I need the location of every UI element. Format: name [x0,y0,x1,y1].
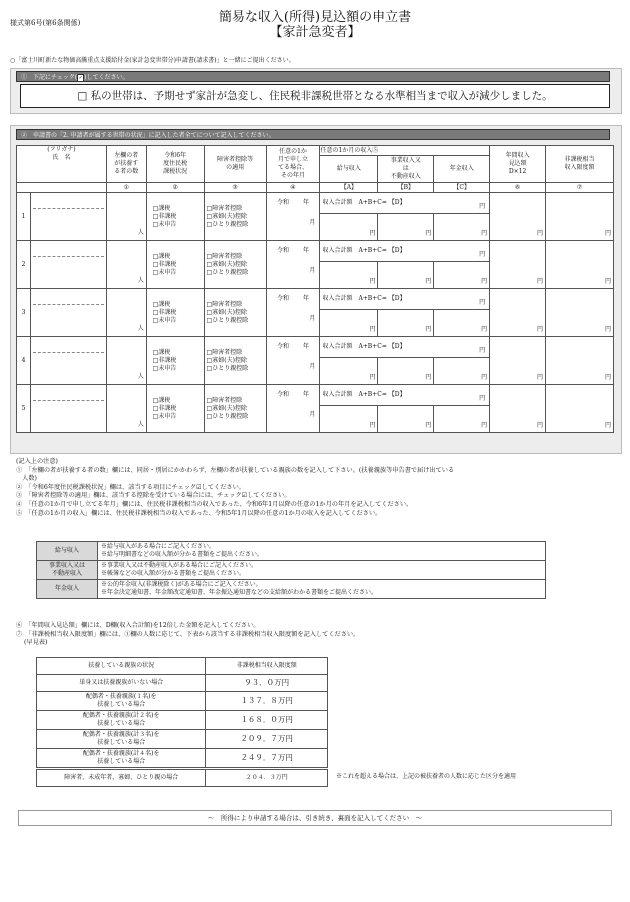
year-label: 年 [302,391,309,398]
yen-unit: 円 [479,395,486,402]
yen-unit: 円 [604,230,611,237]
special-limit-row [37,770,328,787]
person-row [17,241,614,262]
deduction-option[interactable]: □寡婦(夫)控除 [206,356,247,364]
document-description [98,561,546,580]
table-header-row [17,146,614,156]
header-income: 任意の1か月の収入⑤ [320,146,490,156]
name-space [31,401,106,431]
person-name-input[interactable] [30,241,106,289]
page-title [0,10,630,40]
document-line: ※事業収入又は不動産収入がある場合にご記入ください。 [101,562,258,569]
total-income-input[interactable] [320,289,490,310]
table-number-row [17,183,614,193]
note-item: ⑤ 「任意の1か月の収入」欄には、住民税非課税相当の収入であった、令和5年1月以降の任意の1か月の収入を記入してください。 [16,509,382,517]
number-cell: 【C】 [434,183,490,193]
reiwa-year-line [267,295,320,303]
reiwa-year-line [267,391,320,399]
person-name-input[interactable] [30,337,106,385]
business-input[interactable] [378,310,434,337]
limit-amount: ９３．０万円 [206,675,328,692]
total-label: 収入合計額 A+B+C= 【D】 [322,199,406,206]
yen-unit: 円 [537,326,544,333]
salary-input[interactable] [320,358,378,385]
year-label: 年 [302,199,309,206]
deduction-option[interactable]: □寡婦(夫)控除 [206,404,247,412]
person-name-input[interactable] [30,193,106,241]
month-line: 月 [309,219,316,226]
section1-header [16,71,610,82]
note-item-6: ⑥ 「年間収入見込額」欄には、D欄(収入合計額)を12倍した金額を記入してください。 [16,622,260,629]
month-input[interactable] [266,289,320,337]
salary-input[interactable] [320,310,378,337]
business-input[interactable] [378,406,434,433]
furigana-line [33,290,104,305]
tax-status-options[interactable] [146,241,204,289]
row-number: 4 [17,337,31,385]
person-row [17,289,614,310]
pension-input[interactable] [434,406,490,433]
reiwa-label: 令和 [276,295,289,302]
annual-income-input[interactable] [490,193,546,241]
note-item-7: ⑦ 「非課税相当収入限度額」欄には、①欄の人数に応じて、下表から該当する非課税相当収入限度額を記入してください。 [16,630,360,638]
deduction-option[interactable]: □ひとり親控除 [206,220,249,228]
tax-option[interactable]: □非課税 [152,260,177,268]
reiwa-year-line [267,343,320,351]
deduction-option[interactable]: □ひとり親控除 [206,364,249,372]
limit-input[interactable] [546,337,614,385]
deduction-option[interactable]: □障害者控除 [206,396,243,404]
furigana-line [33,242,104,257]
limit-row [37,730,328,749]
special-note: ※これを超える場合は、上記の被扶養者の人数に応じた区分を適用 [336,773,517,780]
household-checkbox-label: □ 私の世帯は、予期せず家計が急変し、住民税非課税世帯となる水準相当まで収入が減少しました。 [77,90,553,102]
yen-unit: 円 [481,230,488,237]
document-row [37,580,546,599]
reiwa-label: 令和 [276,343,289,350]
deduction-options[interactable] [204,193,266,241]
total-income-input[interactable] [320,193,490,214]
number-cell: ④ [266,183,320,193]
tax-status-options[interactable] [146,337,204,385]
tax-option[interactable]: □課税 [152,300,171,308]
dependents-input[interactable] [106,241,146,289]
tax-option[interactable]: □課税 [152,348,171,356]
household-checkbox[interactable] [20,84,610,108]
yen-unit: 円 [604,374,611,381]
furigana-line [33,386,104,401]
total-income-input[interactable] [320,241,490,262]
header-tax-status: 令和6年 度住民税 課税状況 [146,146,204,183]
document-line: ※給与明細書などの収入額が分かる書類をご提出ください。 [101,551,264,558]
deduction-option[interactable]: □ひとり親控除 [206,316,249,324]
section1-head-suffix: )してください。 [84,74,129,81]
header-annual: 年間収入 見込額 D×12 [490,146,546,183]
business-input[interactable] [378,262,434,289]
yen-unit: 円 [369,326,376,333]
documents-table [36,541,546,599]
row-number: 3 [17,289,31,337]
limit-input[interactable] [546,241,614,289]
name-space [31,257,106,287]
limit-row [37,675,328,692]
limit-status: 配偶者・扶養親族(計３名)を 扶養している場合 [37,730,206,749]
salary-input[interactable] [320,214,378,241]
special-status: 障害者、未成年者、寡婦、ひとり親の場合 [37,770,206,787]
header-limit: 非課税相当 収入限度額 [546,146,614,183]
person-unit: 人 [137,277,144,284]
limit-header-row [37,658,328,675]
row-number: 1 [17,193,31,241]
household-income-table [16,145,614,433]
business-input[interactable] [378,214,434,241]
section1-head-prefix: ① 下記にチェック( [21,74,78,81]
total-label: 収入合計額 A+B+C= 【D】 [322,295,406,302]
tax-option[interactable]: □非課税 [152,308,177,316]
business-input[interactable] [378,358,434,385]
total-label: 収入合計額 A+B+C= 【D】 [322,343,406,350]
deduction-options[interactable] [204,337,266,385]
yen-unit: 円 [481,278,488,285]
dependents-input[interactable] [106,337,146,385]
document-line: ※帳簿などの収入額が分かる書類をご提出ください。 [101,570,246,577]
total-label: 収入合計額 A+B+C= 【D】 [322,391,406,398]
header-pension: 年金収入 [434,156,490,183]
yen-unit: 円 [369,230,376,237]
yen-unit: 円 [425,278,432,285]
yen-unit: 円 [481,422,488,429]
yen-unit: 円 [537,230,544,237]
tax-option[interactable]: □非課税 [152,212,177,220]
number-cell: ② [146,183,204,193]
header-dependents: 左欄の者 が扶養す る者の数 [106,146,146,183]
person-name-input[interactable] [30,289,106,337]
reiwa-label: 令和 [276,391,289,398]
document-label: 年金収入 [37,580,98,599]
person-unit: 人 [137,421,144,428]
month-input[interactable] [266,385,320,433]
intro-text: ○「富士川町新たな物価高騰重点支援給付金(家計急変世帯分)申請書(請求書)」と一緒にご提出ください。 [10,57,295,64]
document-line: ※年金決定通知書、年金額改定通知書、年金振込通知書などの支給額がわかる書類をご提出ください。 [101,589,378,596]
deduction-option[interactable]: □障害者控除 [206,204,243,212]
person-unit: 人 [137,325,144,332]
row-number: 2 [17,241,31,289]
limit-row [37,692,328,711]
title-line-2: 【家計急変者】 [269,25,361,40]
notes-section-2 [16,622,616,648]
pension-input[interactable] [434,262,490,289]
total-income-input[interactable] [320,385,490,406]
header-name: (フリガナ) 氏 名 [17,146,107,183]
check-icon: ✓ [78,74,83,81]
limit-status: 配偶者・扶養親族(計４名)を 扶養している場合 [37,749,206,768]
month-input[interactable] [266,337,320,385]
tax-option[interactable]: □未申告 [152,268,177,276]
notes-section [16,458,616,518]
yen-unit: 円 [425,326,432,333]
yen-unit: 円 [481,374,488,381]
yen-unit: 円 [369,422,376,429]
tax-option[interactable]: □未申告 [152,316,177,324]
deduction-option[interactable]: □障害者控除 [206,300,243,308]
person-row [17,193,614,214]
deduction-option[interactable]: □寡婦(夫)控除 [206,212,247,220]
document-label: 給与収入 [37,542,98,561]
yen-unit: 円 [604,422,611,429]
year-label: 年 [302,247,309,254]
header-business: 事業収入又 は 不動産収入 [378,156,434,183]
deduction-option[interactable]: □寡婦(夫)控除 [206,260,247,268]
person-unit: 人 [137,229,144,236]
yen-unit: 円 [479,347,486,354]
yen-unit: 円 [537,374,544,381]
limit-input[interactable] [546,193,614,241]
yen-unit: 円 [537,422,544,429]
yen-unit: 円 [604,278,611,285]
yen-unit: 円 [479,251,486,258]
quick-reference-label: (早見表) [24,639,48,647]
month-line: 月 [309,411,316,418]
header-deduction: 障害者控除等 の適用 [204,146,266,183]
furigana-line [33,194,104,209]
deduction-option[interactable]: □障害者控除 [206,252,243,260]
document-description [98,580,546,599]
name-space [31,305,106,335]
limit-input[interactable] [546,385,614,433]
limit-amount: １６８．０万円 [206,711,328,730]
dependents-input[interactable] [106,289,146,337]
tax-option[interactable]: □課税 [152,252,171,260]
deduction-option[interactable]: □寡婦(夫)控除 [206,308,247,316]
annual-income-input[interactable] [490,337,546,385]
month-line: 月 [309,267,316,274]
reiwa-year-line [267,199,320,207]
special-limit-table [36,769,328,787]
deduction-options[interactable] [204,289,266,337]
month-input[interactable] [266,193,320,241]
yen-unit: 円 [479,299,486,306]
note-item: ② 「令和6年度住民税課税状況」欄は、該当する項目にチェック☑してください。 [16,483,245,491]
document-description [98,542,546,561]
limit-header-status: 扶養している親族の状況 [37,658,206,675]
yen-unit: 円 [369,374,376,381]
total-label: 収入合計額 A+B+C= 【D】 [322,247,406,254]
pension-input[interactable] [434,214,490,241]
header-salary: 給与収入 [320,156,378,183]
limit-status: 配偶者・扶養親族(計２名)を 扶養している場合 [37,711,206,730]
reiwa-label: 令和 [276,199,289,206]
dependents-input[interactable] [106,193,146,241]
tax-status-options[interactable] [146,289,204,337]
annual-income-input[interactable] [490,289,546,337]
limit-row [37,711,328,730]
salary-input[interactable] [320,406,378,433]
number-cell: 【A】 [320,183,378,193]
note-item: ④ 「任意の1か月で申し立てる年月」欄には、住民税非課税相当の収入であった、令和6年1月以降の任意の1か月の年月を記入してください。 [16,500,413,508]
document-line: ※公的年金収入(非課税除く)がある場合にご記入ください。 [101,581,262,588]
person-row [17,337,614,358]
deduction-option[interactable]: □ひとり親控除 [206,412,249,420]
tax-option[interactable]: □非課税 [152,356,177,364]
yen-unit: 円 [425,422,432,429]
salary-input[interactable] [320,262,378,289]
yen-unit: 円 [479,203,486,210]
number-cell: ⑥ [490,183,546,193]
limit-input[interactable] [546,289,614,337]
document-row [37,561,546,580]
form-number: 様式第6号(第6条関係) [10,19,81,27]
number-cell: ③ [204,183,266,193]
document-line: ※給与収入がある場合にご記入ください。 [101,543,216,550]
pension-input[interactable] [434,310,490,337]
furigana-line [33,338,104,353]
note-item: 人数) [16,475,37,483]
dependents-input[interactable] [106,385,146,433]
limit-status: 配偶者・扶養親族(１名)を 扶養している場合 [37,692,206,711]
tax-option[interactable]: □未申告 [152,220,177,228]
tax-status-options[interactable] [146,193,204,241]
deduction-option[interactable]: □障害者控除 [206,348,243,356]
tax-option[interactable]: □未申告 [152,412,177,420]
limit-amount: １３７．８万円 [206,692,328,711]
annual-income-input[interactable] [490,385,546,433]
name-space [31,209,106,239]
yen-unit: 円 [481,326,488,333]
number-cell: ① [106,183,146,193]
limit-row [37,749,328,768]
number-cell: ⑦ [546,183,614,193]
limit-status: 単身又は扶養親族がいない場合 [37,675,206,692]
reiwa-year-line [267,247,320,255]
year-label: 年 [302,295,309,302]
name-space [31,353,106,383]
number-cell-name [17,183,107,193]
deduction-options[interactable] [204,385,266,433]
month-line: 月 [309,315,316,322]
note-item: ③ 「障害者控除等の適用」欄は、該当する控除を受けている場合には、チェック☑してください。 [16,492,291,500]
month-line: 月 [309,363,316,370]
limit-header-amount: 非課税相当収入限度額 [206,658,328,675]
deduction-options[interactable] [204,241,266,289]
annual-income-input[interactable] [490,241,546,289]
tax-option[interactable]: □課税 [152,396,171,404]
section2-header: ② 申請書の「2. 申請者が属する世帯の状況」に記入した者全てについて記入してください。 [16,129,610,140]
notes-heading: (記入上の注意) [16,458,58,465]
limit-table [36,657,328,768]
total-income-input[interactable] [320,337,490,358]
limit-amount: ２０９．７万円 [206,730,328,749]
pension-input[interactable] [434,358,490,385]
number-cell: 【B】 [378,183,434,193]
title-line-1: 簡易な収入(所得)見込額の申立書 [218,10,412,25]
yen-unit: 円 [425,230,432,237]
tax-status-options[interactable] [146,385,204,433]
tax-option[interactable]: □未申告 [152,364,177,372]
special-amount: ２０４．３万円 [206,770,328,787]
yen-unit: 円 [604,326,611,333]
document-row [37,542,546,561]
month-input[interactable] [266,241,320,289]
yen-unit: 円 [537,278,544,285]
row-number: 5 [17,385,31,433]
yen-unit: 円 [425,374,432,381]
footer-banner: 〜 所得により申請する場合は、引き続き、裏面を記入してください 〜 [18,810,612,826]
document-label: 事業収入又は 不動産収入 [37,561,98,580]
limit-amount: ２４９．７万円 [206,749,328,768]
person-row [17,385,614,406]
tax-option[interactable]: □課税 [152,204,171,212]
person-unit: 人 [137,373,144,380]
person-name-input[interactable] [30,385,106,433]
note-item: ① 「左欄の者が扶養する者の数」欄には、同居・別居にかかわらず、左欄の者が扶養している親族の数を記入して下さい。(扶養親族等申告書で届け出ている [16,466,455,474]
header-month: 任意の1か 月で申し立 てる場合、 その年月 [266,146,320,183]
tax-option[interactable]: □非課税 [152,404,177,412]
reiwa-label: 令和 [276,247,289,254]
yen-unit: 円 [369,278,376,285]
year-label: 年 [302,343,309,350]
deduction-option[interactable]: □ひとり親控除 [206,268,249,276]
